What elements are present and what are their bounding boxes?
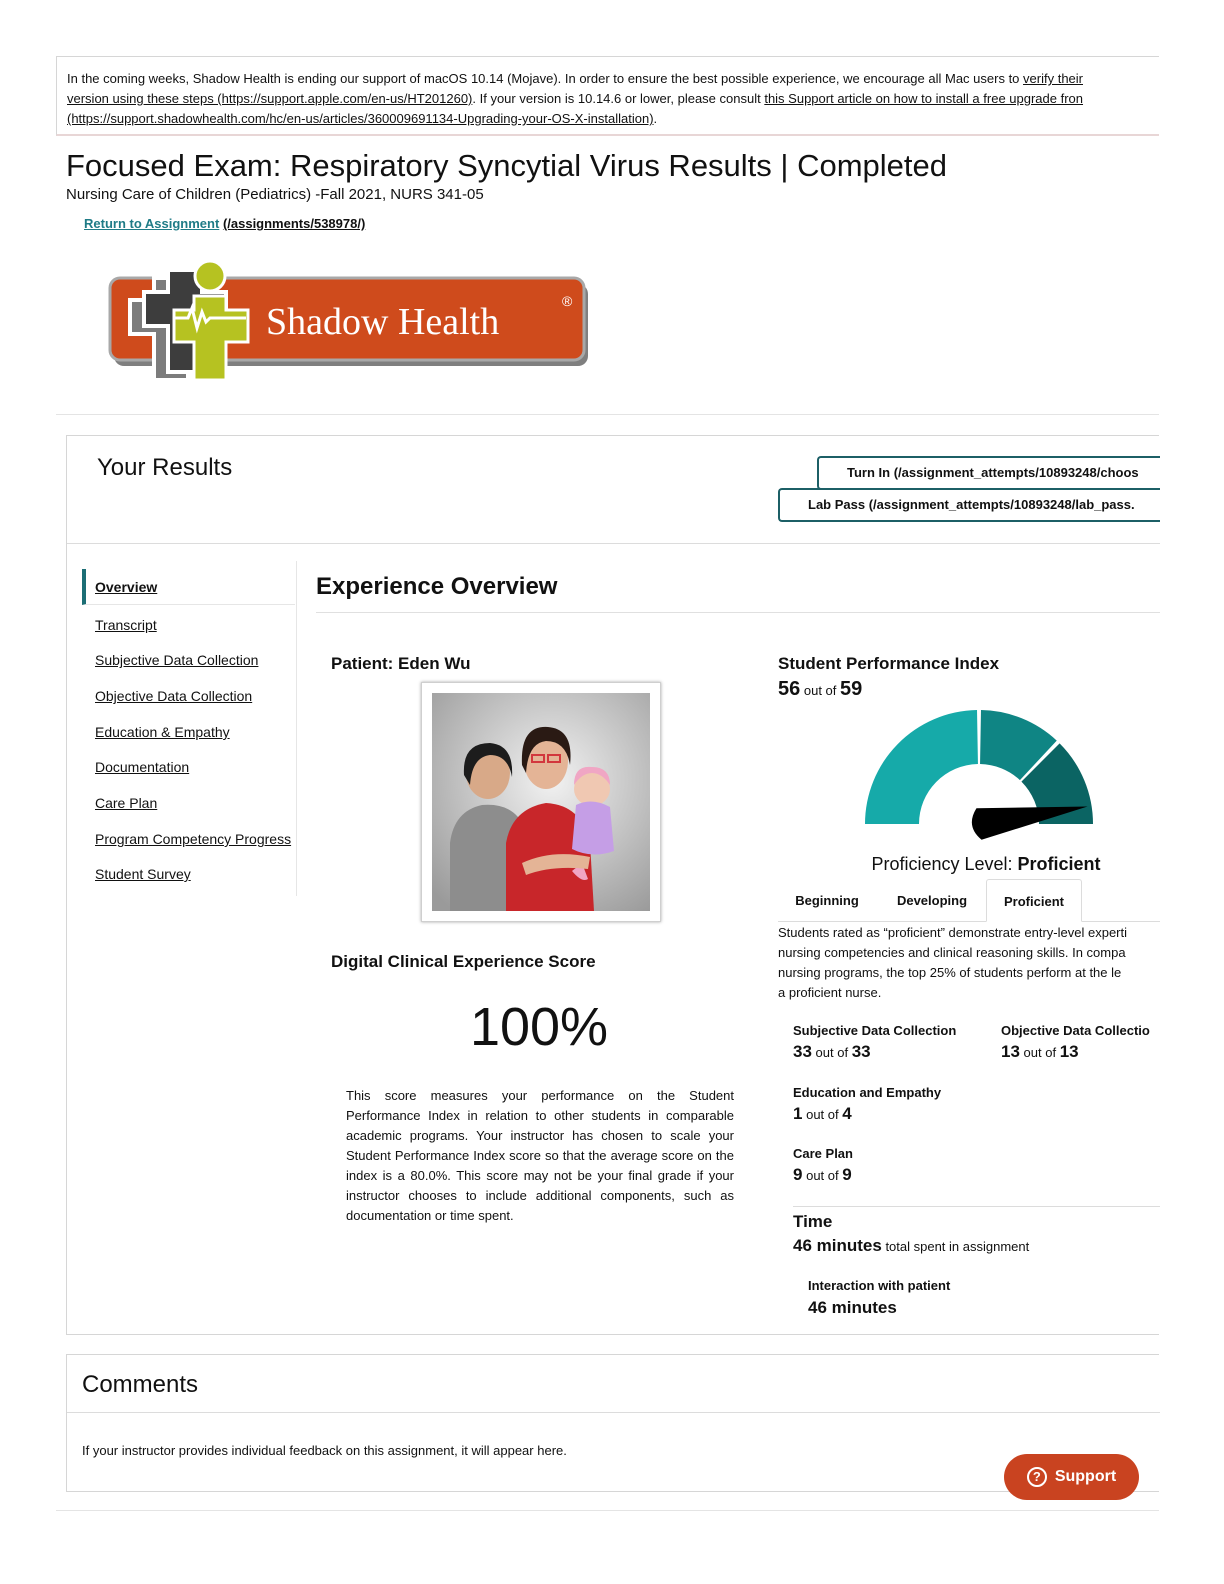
- nav-item-student-survey[interactable]: Student Survey: [95, 866, 191, 882]
- comments-text: If your instructor provides individual feedback on this assignment, it will appear here.: [82, 1443, 567, 1458]
- divider: [56, 414, 1159, 415]
- proficiency-description: Students rated as “proficient” demonstrate entry-level experti nursing competencies and clinical reasoning skills. In compa nursing programs, the top 25% of students perform at the le a proficient nurse.: [778, 925, 1128, 1000]
- nav-item-competency-progress[interactable]: Program Competency Progress: [95, 831, 292, 847]
- verify-version-link[interactable]: verify their: [1023, 71, 1083, 86]
- support-button[interactable]: [1004, 1454, 1139, 1500]
- experience-overview-title: Experience Overview: [316, 573, 558, 600]
- comments-title: Comments: [82, 1371, 199, 1398]
- lab-pass-button[interactable]: Lab Pass (/assignment_attempts/10893248/lab_pass.: [778, 488, 1160, 522]
- interaction-value: 46 minutes: [808, 1298, 897, 1317]
- category-education-empathy: Education and Empathy 1 out of 4: [793, 1085, 942, 1123]
- shadow-health-logo: [106, 256, 594, 388]
- patient-illustration: [432, 693, 650, 911]
- divider: [316, 612, 1160, 613]
- proficiency-tabs: [778, 879, 1160, 922]
- upgrade-article-link[interactable]: this Support article on how to install a free upgrade fron: [764, 91, 1084, 106]
- patient-photo: [421, 682, 661, 922]
- comments-panel: [66, 1354, 1159, 1492]
- spi-score-value: 56: [778, 678, 801, 700]
- results-header: [67, 436, 1160, 544]
- logo-registered-mark: ®: [562, 293, 573, 309]
- return-path: (/assignments/538978/): [222, 216, 366, 231]
- turn-in-button[interactable]: Turn In (/assignment_attempts/10893248/choos: [817, 456, 1160, 490]
- shadowhealth-article-link[interactable]: (https://support.shadowhealth.com/hc/en-us/articles/360009691134-Upgrading-your-OS-X-installation): [67, 111, 654, 126]
- notice-line-1: In the coming weeks, Shadow Health is ending our support of macOS 10.14 (Mojave). In order to ensure the best possible experience, we encourage all Mac users to verify their: [67, 71, 1083, 86]
- gauge-segment-beginning: [865, 710, 978, 824]
- divider: [56, 1510, 1159, 1511]
- patient-label: Patient: Eden Wu: [331, 654, 471, 673]
- support-label: Support: [1054, 1468, 1117, 1485]
- interaction-label: Interaction with patient: [808, 1278, 951, 1293]
- dce-score-description: This score measures your performance on the Student Performance Index in relation to other students in comparable academic programs. Your instructor has chosen to scale your Student Performance Index score so that the average score on the index is a 80.0%. This score may not be your final grade if your instructor chooses to include additional components, such as documentation or time spent.: [346, 1088, 734, 1223]
- time-total: 46 minutes total spent in assignment: [793, 1236, 1030, 1255]
- tab-beginning[interactable]: Beginning: [795, 893, 859, 908]
- proficiency-level: Proficiency Level: Proficient: [871, 854, 1101, 874]
- apple-steps-link[interactable]: version using these steps (https://support.apple.com/en-us/HT201260): [67, 91, 473, 106]
- nav-item-transcript[interactable]: Transcript: [95, 617, 157, 633]
- results-panel: [66, 435, 1159, 1335]
- results-title: Your Results: [97, 454, 233, 481]
- return-to-assignment[interactable]: [84, 216, 365, 231]
- category-objective-data: Objective Data Collectio 13 out of 13: [1001, 1023, 1150, 1061]
- nav-item-care-plan[interactable]: Care Plan: [95, 795, 158, 811]
- os-support-notice: [56, 56, 1159, 136]
- spi-gauge: [862, 702, 1122, 850]
- time-title: Time: [793, 1212, 833, 1231]
- category-care-plan: Care Plan 9 out of 9: [793, 1146, 853, 1184]
- category-subjective-data: Subjective Data Collection 33 out of 33: [793, 1023, 957, 1061]
- dce-score-label: Digital Clinical Experience Score: [331, 952, 596, 971]
- course-subtitle: Nursing Care of Children (Pediatrics) -Fall 2021, NURS 341-05: [66, 186, 484, 203]
- tab-proficient[interactable]: Proficient: [986, 879, 1082, 922]
- spi-score-max: 59: [840, 678, 863, 700]
- divider: [793, 1206, 1160, 1207]
- tab-developing[interactable]: Developing: [896, 893, 968, 908]
- proficiency-level-value: Proficient: [1017, 854, 1101, 874]
- results-sidenav: [82, 561, 297, 896]
- spi-label: Student Performance Index: [778, 654, 1000, 673]
- notice-line-2: version using these steps (https://support.apple.com/en-us/HT201260). If your version is 10.14.6 or lower, please consult this Support article on how to install a free upgrade fron: [67, 91, 1084, 106]
- nav-item-documentation[interactable]: Documentation: [95, 759, 190, 775]
- nav-item-education-empathy[interactable]: Education & Empathy: [95, 724, 230, 740]
- logo-brand-text: Shadow Health: [266, 301, 500, 343]
- notice-line-3: (https://support.shadowhealth.com/hc/en-us/articles/360009691134-Upgrading-your-OS-X-installation).: [67, 111, 658, 126]
- return-to-assignment-link[interactable]: Return to Assignment: [84, 216, 220, 231]
- help-icon: ?: [1027, 1467, 1047, 1487]
- page-title: Focused Exam: Respiratory Syncytial Virus Results | Completed: [66, 148, 947, 183]
- divider: [67, 1412, 1160, 1413]
- spi-score: 56 out of 59: [778, 678, 863, 700]
- nav-item-objective-data[interactable]: Objective Data Collection: [95, 688, 253, 704]
- nav-item-subjective-data[interactable]: Subjective Data Collection: [95, 652, 259, 668]
- nav-item-overview[interactable]: Overview: [82, 569, 295, 605]
- dce-score-value: 100%: [469, 997, 609, 1057]
